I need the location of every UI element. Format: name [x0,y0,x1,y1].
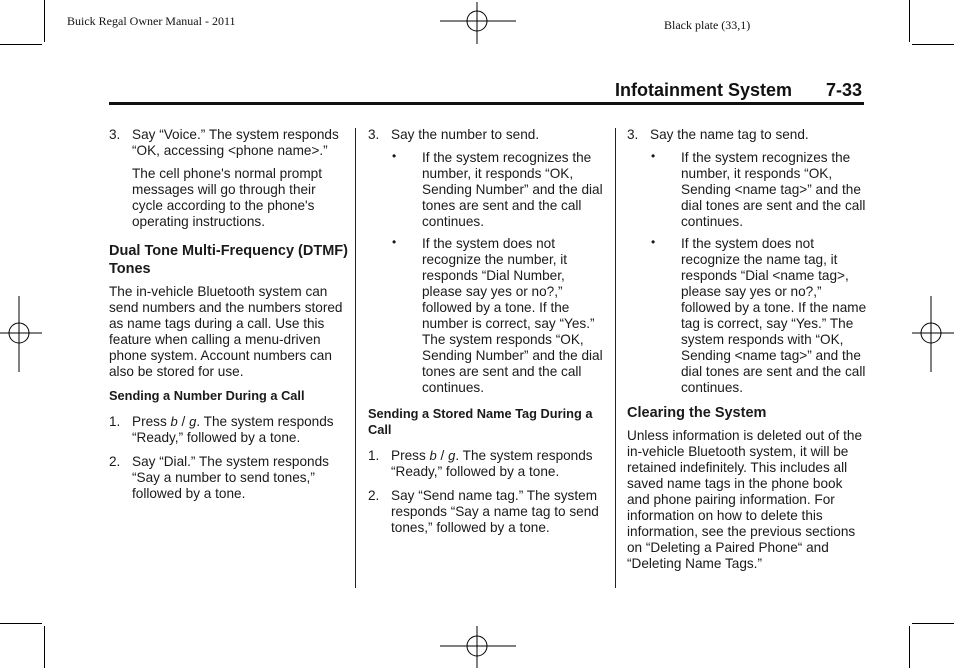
phone-icon: b [429,448,437,463]
step-number: 2. [368,488,380,503]
step-text: Press b / g. The system responds “Ready,” followed by a tone. [132,414,334,445]
step-item [368,448,608,480]
bullet-icon: • [651,235,656,249]
phone-icon: b [170,414,178,429]
header-rule [109,102,864,105]
bullet-item [368,150,608,230]
page-number: 7-33 [826,80,863,100]
dtmf-intro: The in-vehicle Bluetooth system can send numbers and the numbers stored as name tags during a call. Use this feature when calling a menu-driven phone system. Account numbers can also be stored for use. [109,284,343,379]
column-divider-2 [615,128,616,588]
bullet-text: If the system does not recognize the name tag, it responds “Dial <name tag>, please say yes or no?,” followed by a tone. If the name tag is correct, say “Yes.” The system responds with “OK, Sending <name tag>” and the dial tones are sent and the call continues. [681,236,867,395]
crop-mark-tl-h [0,44,42,45]
subheading-sending-number: Sending a Number During a Call [109,388,305,403]
step-text: Say “Dial.” The system responds “Say a number to send tones,” followed by a tone. [132,454,329,501]
section-heading-dtmf: Dual Tone Multi-Frequency (DTMF) Tones [109,243,348,277]
column-2 [368,127,608,543]
column-3 [627,127,867,572]
bullet-item [627,236,867,396]
step-item [109,127,349,159]
step-number: 1. [109,414,121,429]
step-number: 3. [368,127,380,142]
bullet-text: If the system recognizes the number, it responds “OK, Sending Number” and the dial tones are sent and the call continues. [422,150,603,229]
step-text: Say the name tag to send. [650,127,809,142]
crop-mark-br-h [912,623,954,624]
bullet-item [627,150,867,230]
registration-mark-left [0,296,42,372]
crop-mark-tl-v [44,0,45,42]
subheading-sending-name-tag: Sending a Stored Name Tag During a Call [368,406,593,437]
step-item [368,127,608,143]
step-item [109,414,349,446]
step-number: 3. [109,127,121,142]
step-text: Say “Send name tag.” The system responds “Say a name tag to send tones,” followed by a tone. [391,488,599,535]
voice-icon: g [189,414,197,429]
step-text: Press b / g. The system responds “Ready,” followed by a tone. [391,448,593,479]
bullet-text: If the system does not recognize the number, it responds “Dial Number, please say yes or no?,” followed by a tone. If the number is correct, say “Yes.” The system responds “OK, Sending Number” and the dial tones are sent and the call continues. [422,236,603,395]
step-number: 1. [368,448,380,463]
step-item [368,488,608,536]
registration-mark-top [440,2,516,44]
bullet-text: If the system recognizes the number, it responds “OK, Sending <name tag>” and the dial tones are sent and the call continues. [681,150,866,229]
clearing-body: Unless information is deleted out of the in-vehicle Bluetooth system, it will be retained indefinitely. This includes all saved name tags in the phone book and phone pairing information. For information on how to delete this information, see the previous sections on “Deleting a Paired Phone“ and “Deleting Name Tags.” [627,428,863,571]
step-note: The cell phone's normal prompt messages will go through their cycle according to the phone's operating instructions. [132,166,322,229]
registration-mark-right [912,296,954,372]
step-item [109,454,349,502]
crop-mark-tr-v [909,0,910,42]
registration-mark-bottom [440,626,516,668]
column-divider-1 [355,128,356,588]
voice-icon: g [448,448,456,463]
header-manual-title: Buick Regal Owner Manual - 2011 [67,14,236,28]
bullet-icon: • [392,149,397,163]
crop-mark-bl-v [44,626,45,668]
crop-mark-br-v [909,626,910,668]
section-heading-clearing: Clearing the System [627,405,767,421]
header-plate-info: Black plate (33,1) [664,18,751,32]
step-text: Say the number to send. [391,127,540,142]
crop-mark-bl-h [0,623,42,624]
bullet-icon: • [392,235,397,249]
column-1 [109,127,349,509]
bullet-icon: • [651,149,656,163]
section-title: Infotainment System [615,80,793,100]
bullet-item [368,236,608,396]
step-number: 3. [627,127,639,142]
step-item [627,127,867,143]
step-number: 2. [109,454,121,469]
step-text: Say “Voice.” The system responds “OK, accessing <phone name>.” [132,127,339,158]
crop-mark-tr-h [912,44,954,45]
